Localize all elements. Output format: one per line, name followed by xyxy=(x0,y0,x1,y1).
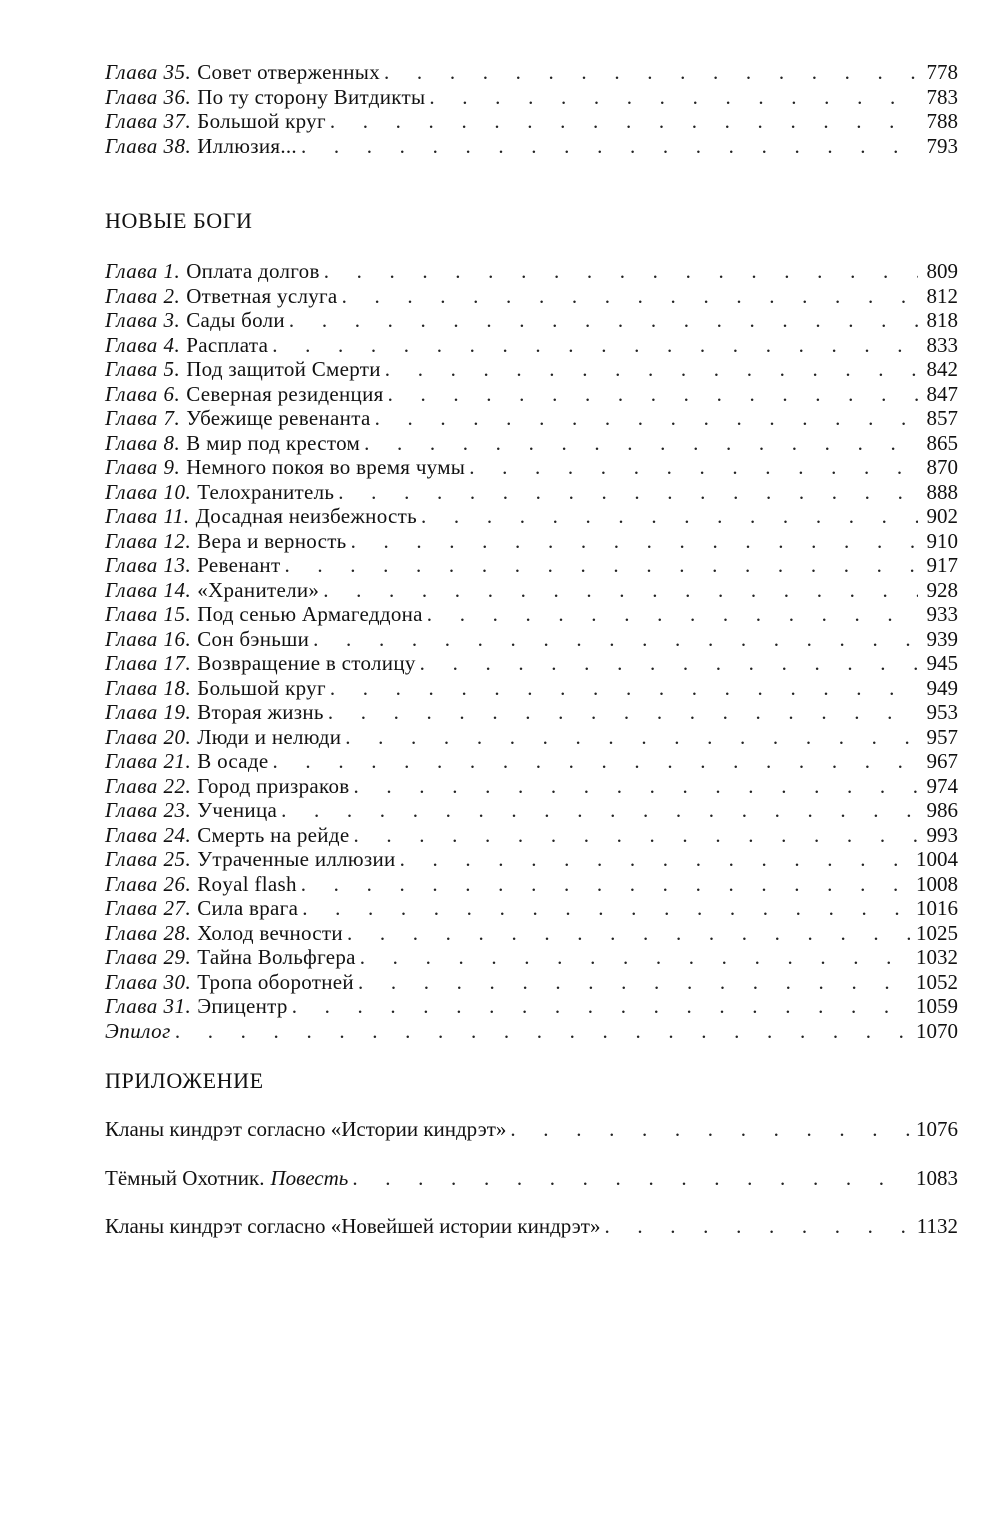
dot-leader xyxy=(330,676,918,701)
chapter-label: Глава 14. xyxy=(105,577,192,602)
dot-leader xyxy=(388,382,918,407)
chapter-title: Ответная услуга xyxy=(186,283,338,308)
dot-leader xyxy=(360,945,910,970)
toc-entry xyxy=(105,994,958,1019)
chapter-label: Глава 36. xyxy=(105,84,192,109)
page-number: 1070 xyxy=(916,1018,958,1043)
page-number: 993 xyxy=(926,822,958,847)
toc-entry xyxy=(105,308,958,333)
toc-entry xyxy=(105,798,958,823)
appendix-title: Кланы киндрэт согласно «Новейшей истории киндрэт» xyxy=(105,1214,601,1238)
toc-entry xyxy=(105,823,958,848)
dot-leader xyxy=(324,259,918,284)
toc-entry xyxy=(105,945,958,970)
page-number: 793 xyxy=(926,133,958,158)
dot-leader xyxy=(301,134,918,159)
page-number: 778 xyxy=(926,60,958,84)
chapter-title: По ту сторону Витдикты xyxy=(197,84,426,109)
chapter-title: Немного покоя во время чумы xyxy=(186,455,466,479)
section-heading-new-gods: НОВЫЕ БОГИ xyxy=(105,208,253,233)
toc-entry xyxy=(105,774,958,799)
chapter-label: Глава 20. xyxy=(105,724,192,749)
page-number: 809 xyxy=(926,259,958,283)
toc-appendix-items xyxy=(105,1117,958,1263)
toc-entry xyxy=(105,480,958,505)
page-number: 865 xyxy=(926,430,958,455)
toc-entry xyxy=(105,284,958,309)
chapter-label: Глава 10. xyxy=(105,479,192,504)
chapter-title: Люди и нелюди xyxy=(197,724,342,749)
chapter-title: Сила врага xyxy=(197,896,299,920)
toc-entry xyxy=(105,725,958,750)
toc-entry xyxy=(105,382,958,407)
dot-leader xyxy=(353,823,918,848)
chapter-title: Эпицентр xyxy=(197,994,288,1018)
dot-leader xyxy=(354,774,919,799)
chapter-title: Под защитой Смерти xyxy=(186,357,381,381)
toc-new-gods-chapters xyxy=(105,259,958,1043)
page-number: 1016 xyxy=(916,896,958,920)
dot-leader xyxy=(284,553,918,578)
toc-entry xyxy=(105,602,958,627)
chapter-label: Глава 35. xyxy=(105,60,192,84)
chapter-label: Глава 6. xyxy=(105,381,181,406)
toc-entry xyxy=(105,406,958,431)
chapter-label: Глава 17. xyxy=(105,651,192,675)
dot-leader xyxy=(400,847,910,872)
toc-entry xyxy=(105,847,958,872)
toc-entry xyxy=(105,1117,958,1166)
dot-leader xyxy=(313,627,918,652)
dot-leader xyxy=(323,578,918,603)
chapter-label: Глава 15. xyxy=(105,602,192,626)
chapter-label: Глава 4. xyxy=(105,332,181,357)
chapter-label: Глава 27. xyxy=(105,896,192,920)
dot-leader xyxy=(421,504,918,529)
toc-entry xyxy=(105,1166,958,1215)
toc-entry xyxy=(105,553,958,578)
page-number: 812 xyxy=(926,283,958,308)
page-number: 953 xyxy=(926,700,958,724)
chapter-label: Глава 29. xyxy=(105,945,192,969)
page-number: 1076 xyxy=(916,1117,958,1141)
page-number: 945 xyxy=(926,651,958,675)
toc-entry xyxy=(105,431,958,456)
toc-entry xyxy=(105,896,958,921)
page-number: 949 xyxy=(926,675,958,700)
dot-leader xyxy=(375,406,918,431)
page-number: 833 xyxy=(926,332,958,357)
dot-leader xyxy=(429,85,918,110)
dot-leader xyxy=(427,602,918,627)
dot-leader xyxy=(351,529,918,554)
page-number: 818 xyxy=(926,308,958,332)
page-number: 957 xyxy=(926,724,958,749)
toc-entry xyxy=(105,970,958,995)
dot-leader xyxy=(364,431,918,456)
toc-entry xyxy=(105,921,958,946)
page-number: 842 xyxy=(926,357,958,381)
dot-leader xyxy=(345,725,918,750)
chapter-title: Тайна Вольфгера xyxy=(197,945,356,969)
chapter-label: Глава 8. xyxy=(105,430,181,455)
toc-entry xyxy=(105,134,958,159)
appendix-title: Тёмный Охотник. xyxy=(105,1165,265,1190)
chapter-label: Глава 13. xyxy=(105,553,192,577)
chapter-title: Сон бэньши xyxy=(197,626,310,651)
toc-entry xyxy=(105,529,958,554)
page-number: 933 xyxy=(926,602,958,626)
chapter-label: Глава 31. xyxy=(105,994,192,1018)
page-number: 928 xyxy=(926,577,958,602)
chapter-title: Royal flash xyxy=(197,871,297,896)
chapter-title: Вера и верность xyxy=(197,528,347,553)
toc-entry xyxy=(105,578,958,603)
chapter-label: Глава 5. xyxy=(105,357,181,381)
chapter-title: Смерть на рейде xyxy=(197,822,350,847)
chapter-title: Тропа оборотней xyxy=(197,969,354,994)
dot-leader xyxy=(352,1166,910,1191)
chapter-title: Северная резиденция xyxy=(186,381,384,406)
dot-leader xyxy=(604,1214,910,1239)
toc-entry xyxy=(105,700,958,725)
chapter-title: Досадная неизбежность xyxy=(195,504,418,528)
dot-leader xyxy=(384,60,918,85)
chapter-title: В осаде xyxy=(197,749,269,773)
chapter-label: Глава 24. xyxy=(105,822,192,847)
page-number: 974 xyxy=(926,773,958,798)
page-number: 888 xyxy=(926,479,958,504)
page-number: 939 xyxy=(926,626,958,651)
toc-entry xyxy=(105,749,958,774)
chapter-label: Глава 3. xyxy=(105,308,181,332)
page-number: 967 xyxy=(926,749,958,773)
toc-entry xyxy=(105,651,958,676)
dot-leader xyxy=(420,651,918,676)
chapter-label: Глава 16. xyxy=(105,626,192,651)
chapter-title: Большой круг xyxy=(197,109,326,133)
dot-leader xyxy=(273,749,918,774)
chapter-label: Глава 23. xyxy=(105,798,192,822)
page-number: 917 xyxy=(926,553,958,577)
chapter-label: Глава 25. xyxy=(105,847,192,871)
toc-entry xyxy=(105,109,958,134)
chapter-label: Глава 11. xyxy=(105,504,190,528)
toc-entry xyxy=(105,259,958,284)
chapter-label: Глава 7. xyxy=(105,406,181,430)
toc-entry xyxy=(105,357,958,382)
chapter-label: Глава 1. xyxy=(105,259,181,283)
chapter-label: Глава 19. xyxy=(105,700,192,724)
dot-leader xyxy=(347,921,910,946)
page-number: 1083 xyxy=(916,1165,958,1190)
chapter-title: Иллюзия... xyxy=(197,133,297,158)
chapter-label: Глава 9. xyxy=(105,455,181,479)
toc-entry xyxy=(105,504,958,529)
dot-leader xyxy=(338,480,918,505)
chapter-label: Глава 38. xyxy=(105,133,192,158)
chapter-title: Телохранитель xyxy=(197,479,335,504)
dot-leader xyxy=(302,896,910,921)
page-number: 1132 xyxy=(916,1214,958,1238)
dot-leader xyxy=(281,798,918,823)
toc-entry xyxy=(105,333,958,358)
chapter-title: Сады боли xyxy=(186,308,285,332)
page-number: 910 xyxy=(926,528,958,553)
chapter-label: Глава 18. xyxy=(105,675,192,700)
dot-leader xyxy=(301,872,910,897)
chapter-title: Возвращение в столицу xyxy=(197,651,416,675)
chapter-title: Совет отверженных xyxy=(197,60,381,84)
page-number: 870 xyxy=(926,455,958,479)
chapter-title: В мир под крестом xyxy=(186,430,361,455)
toc-entry xyxy=(105,872,958,897)
chapter-title: Ревенант xyxy=(197,553,281,577)
dot-leader xyxy=(342,284,918,309)
page-number: 1059 xyxy=(916,994,958,1018)
appendix-subtitle: Повесть xyxy=(270,1165,349,1190)
toc-entry xyxy=(105,676,958,701)
page-number: 1052 xyxy=(916,969,958,994)
chapter-title: Утраченные иллюзии xyxy=(197,847,396,871)
toc-entry-epilogue xyxy=(105,1019,958,1044)
page-number: 847 xyxy=(926,381,958,406)
chapter-title: «Хранители» xyxy=(197,577,320,602)
chapter-title: Вторая жизнь xyxy=(197,700,324,724)
appendix-title: Кланы киндрэт согласно «Истории киндрэт» xyxy=(105,1117,507,1141)
dot-leader xyxy=(175,1019,910,1044)
chapter-title: Расплата xyxy=(186,332,269,357)
dot-leader xyxy=(469,455,918,480)
toc-entry xyxy=(105,1214,958,1263)
page-number: 986 xyxy=(926,798,958,822)
chapter-label: Глава 30. xyxy=(105,969,192,994)
chapter-label: Глава 21. xyxy=(105,749,192,773)
chapter-title: Большой круг xyxy=(197,675,326,700)
page-number: 857 xyxy=(926,406,958,430)
dot-leader xyxy=(272,333,918,358)
dot-leader xyxy=(289,308,918,333)
toc-entry xyxy=(105,60,958,85)
chapter-label: Глава 2. xyxy=(105,283,181,308)
chapter-title: Ученица xyxy=(197,798,278,822)
chapter-label: Глава 37. xyxy=(105,109,192,133)
page-number: 1004 xyxy=(916,847,958,871)
toc-entry xyxy=(105,85,958,110)
chapter-title: Под сенью Армагеддона xyxy=(197,602,423,626)
toc-top-chapters xyxy=(105,60,958,158)
chapter-title: Оплата долгов xyxy=(186,259,320,283)
dot-leader xyxy=(330,109,918,134)
dot-leader xyxy=(358,970,910,995)
page-number: 902 xyxy=(926,504,958,528)
page-number: 1008 xyxy=(916,871,958,896)
chapter-title: Город призраков xyxy=(197,773,350,798)
chapter-title: Убежище ревенанта xyxy=(186,406,371,430)
chapter-label: Глава 26. xyxy=(105,871,192,896)
chapter-title: Холод вечности xyxy=(197,920,343,945)
chapter-label: Глава 28. xyxy=(105,920,192,945)
section-heading-appendix: ПРИЛОЖЕНИЕ xyxy=(105,1068,264,1093)
toc-entry xyxy=(105,455,958,480)
page-number: 1032 xyxy=(916,945,958,969)
dot-leader xyxy=(328,700,918,725)
toc-entry xyxy=(105,627,958,652)
chapter-label: Глава 22. xyxy=(105,773,192,798)
page-number: 1025 xyxy=(916,920,958,945)
epilogue-label: Эпилог xyxy=(105,1018,171,1043)
dot-leader xyxy=(385,357,918,382)
chapter-label: Глава 12. xyxy=(105,528,192,553)
page-number: 783 xyxy=(926,84,958,109)
dot-leader xyxy=(292,994,910,1019)
page-number: 788 xyxy=(926,109,958,133)
dot-leader xyxy=(510,1117,910,1142)
